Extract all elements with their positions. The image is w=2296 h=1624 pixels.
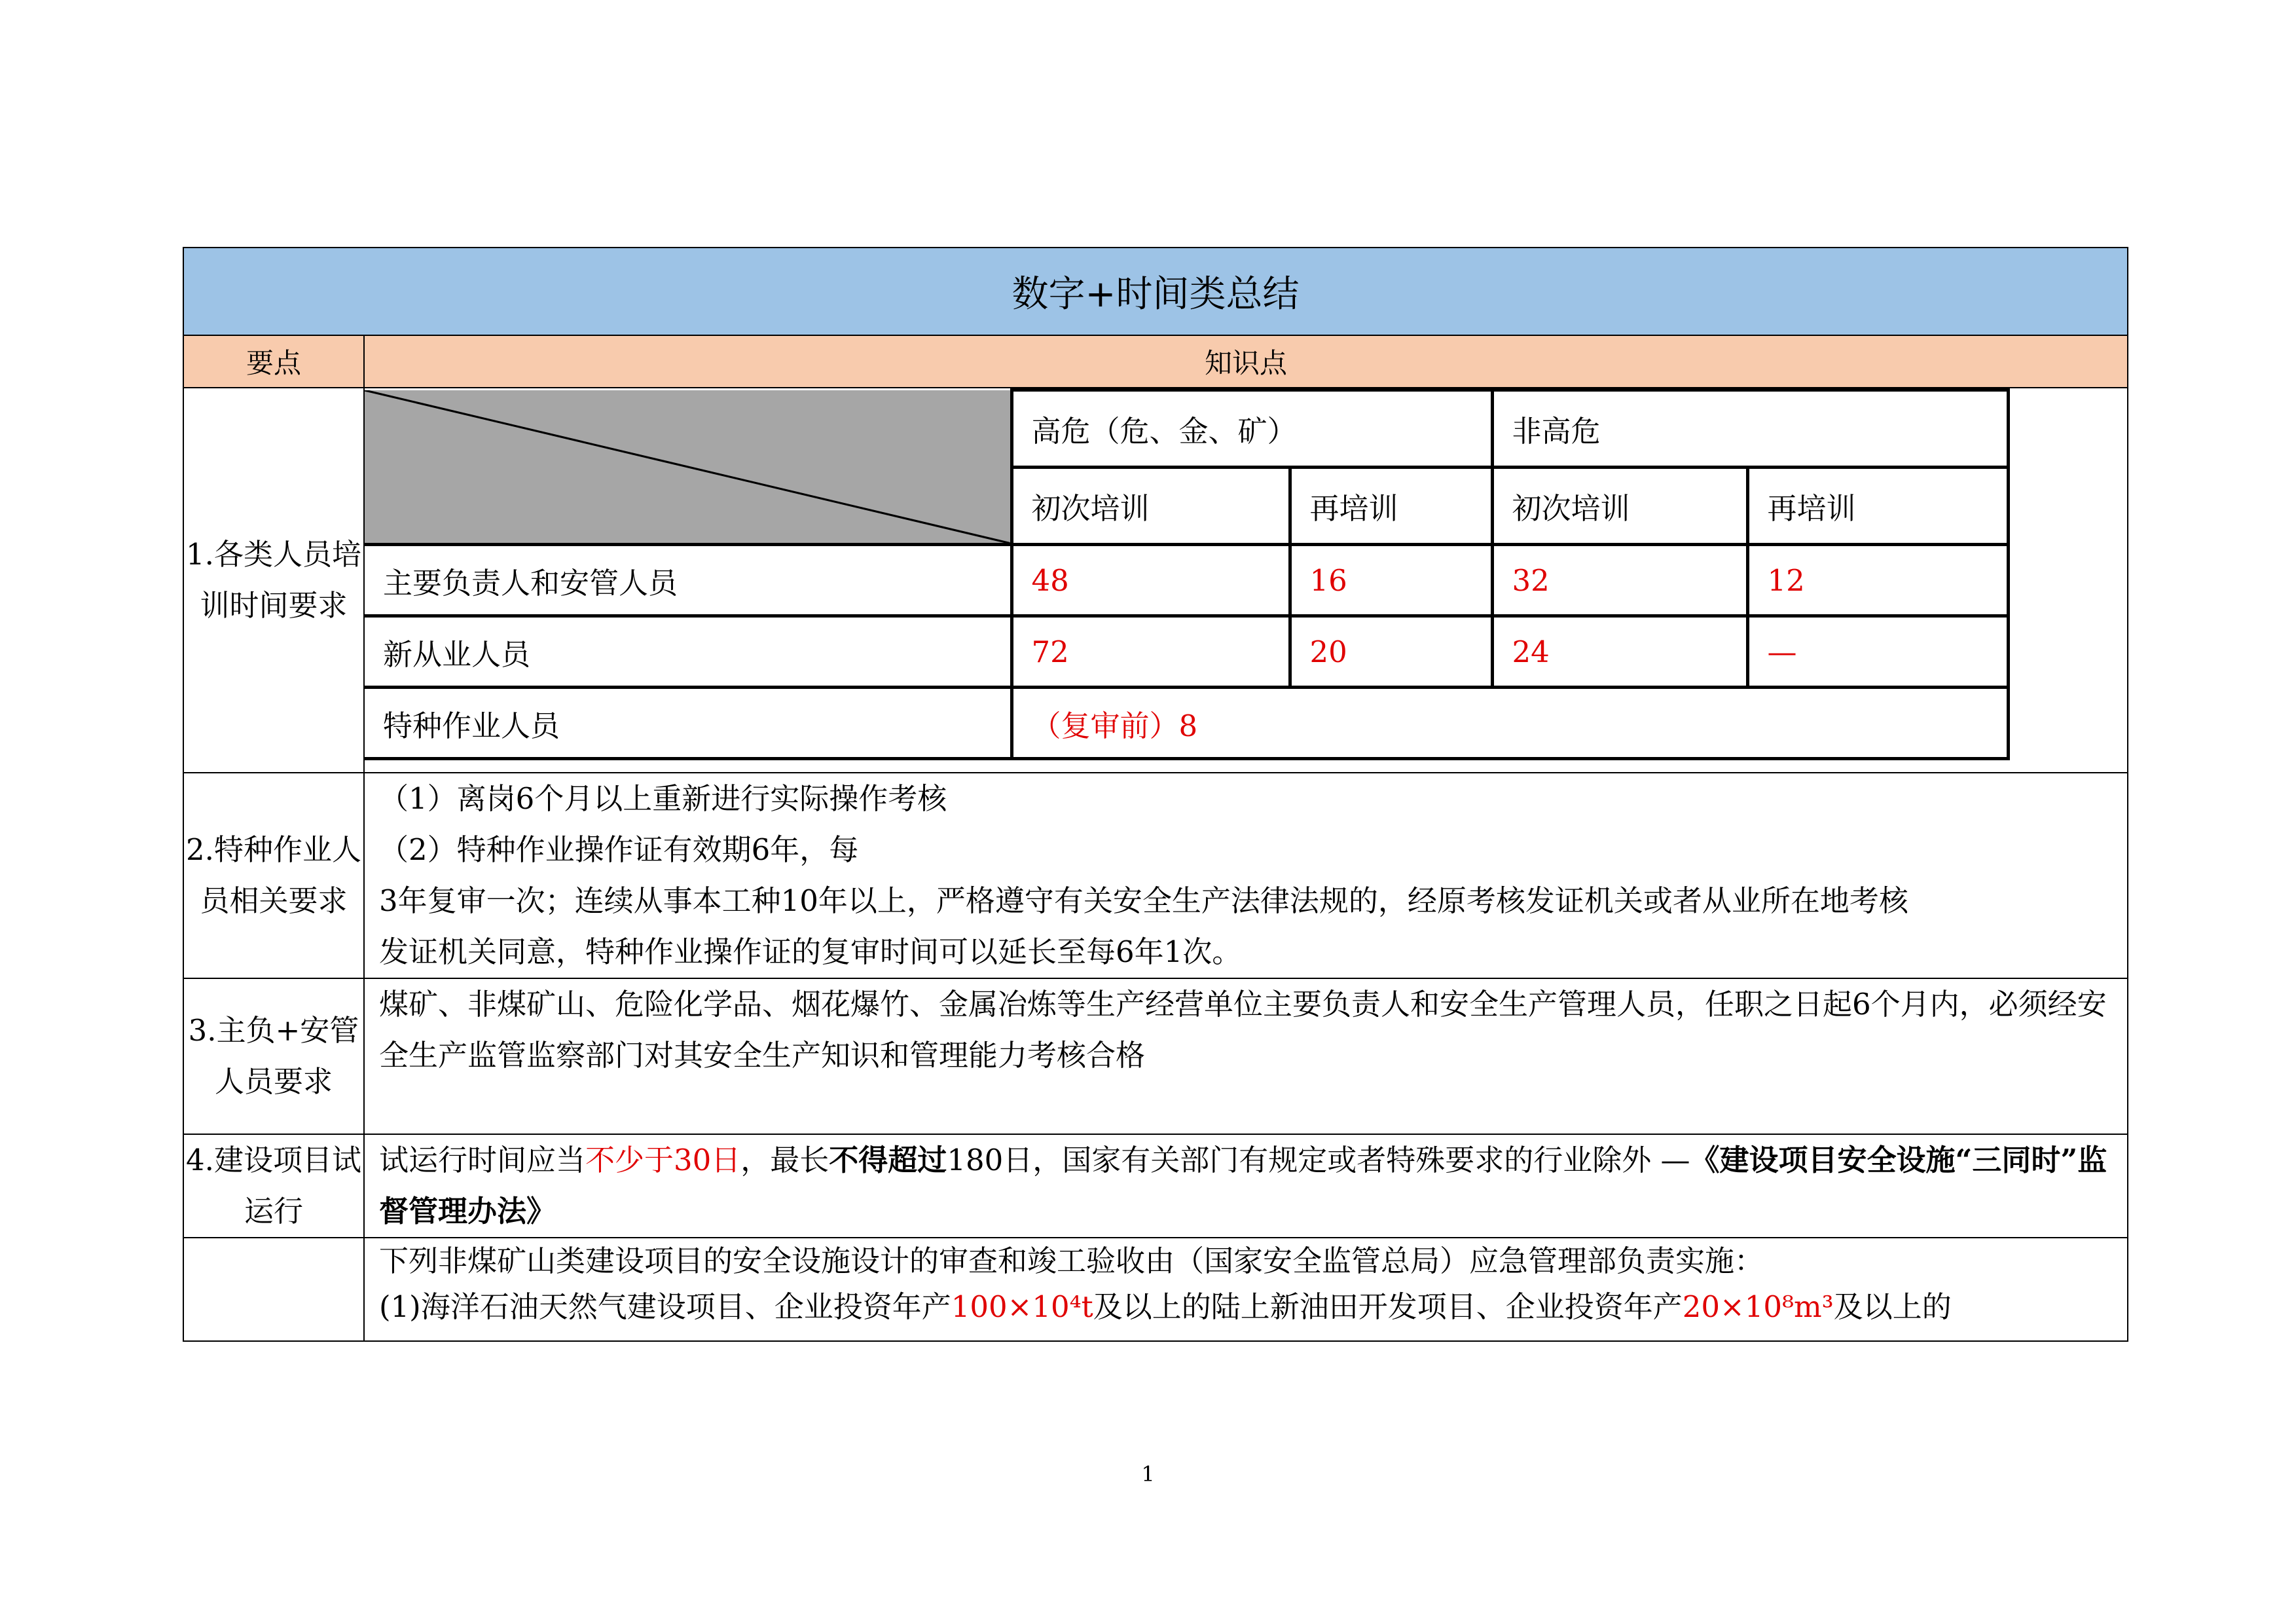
diagonal-line (365, 390, 1010, 544)
non-coal-oil-output: 100×10⁴t (951, 1289, 1093, 1324)
page-number: 1 (1141, 1462, 1155, 1486)
row-key-special-ops: 2.特种作业人员相关要求 (183, 773, 364, 978)
value-cell: 16 (1290, 545, 1492, 616)
sub-retrain-high: 再培训 (1290, 468, 1492, 545)
special-ops-line-3: 3年复审一次；连续从事本工种10年以上，严格遵守有关安全生产法律法规的，经原考核发证机关或者从业所在地考核 (379, 883, 1908, 918)
sub-initial-nonhigh: 初次培训 (1492, 468, 1747, 545)
row-label-special-ops: 特种作业人员 (365, 688, 1011, 759)
value-cell: 72 (1011, 616, 1290, 688)
value-cell: 24 (1492, 616, 1747, 688)
non-coal-post: 及以上的 (1833, 1289, 1952, 1324)
row-label-new-staff: 新从业人员 (365, 616, 1011, 688)
value-cell: 12 (1747, 545, 2008, 616)
row-key-empty (183, 1238, 364, 1341)
value-cell: 20 (1290, 616, 1492, 688)
non-coal-line-1: 下列非煤矿山类建设项目的安全设施设计的审查和竣工验收由（国家安全监管总局）应急管理部负责实施： (379, 1244, 1764, 1278)
non-coal-gas-output: 20×10⁸m³ (1682, 1289, 1834, 1324)
group-high-risk: 高危（危、金、矿） (1011, 390, 1492, 468)
diagonal-header-cell (365, 390, 1011, 545)
special-ops-line-2: （2）特种作业操作证有效期6年，每 (379, 832, 859, 867)
trial-run-min: 不少于30日 (585, 1143, 741, 1177)
table-title: 数字+时间类总结 (183, 248, 2128, 335)
header-key-point: 要点 (183, 335, 364, 388)
principal-requirements-text: 煤矿、非煤矿山、危险化学品、烟花爆竹、金属冶炼等生产经营单位主要负责人和安全生产管理人员，任职之日起6个月内，必须经安全生产监管监察部门对其安全生产知识和管理能力考核合格 (364, 978, 2128, 1134)
special-ops-line-4: 发证机关同意，特种作业操作证的复审时间可以延长至每6年1次。 (379, 934, 1242, 969)
trial-run-law: 《建设项目安全设施“三同时”监督管理办法》 (379, 1143, 2107, 1228)
row-label-principal: 主要负责人和安管人员 (365, 545, 1011, 616)
trial-run-post: 180日，国家有关部门有规定或者特殊要求的行业除外 — (947, 1143, 1690, 1177)
training-hours-table (365, 388, 2010, 760)
header-knowledge-point: 知识点 (364, 335, 2128, 388)
row-key-training-time: 1.各类人员培训时间要求 (183, 388, 364, 773)
group-non-high-risk: 非高危 (1492, 390, 2008, 468)
special-ops-line-1: （1）离岗6个月以上重新进行实际操作考核 (379, 781, 947, 816)
special-ops-value: （复审前）8 (1011, 688, 2008, 759)
trial-run-pre: 试运行时间应当 (379, 1143, 586, 1177)
value-cell: 32 (1492, 545, 1747, 616)
sub-retrain-nonhigh: 再培训 (1747, 468, 2008, 545)
trial-run-text (364, 1134, 2128, 1238)
non-coal-line-2 (379, 1284, 2113, 1330)
row-key-principal-requirements: 3.主负+安管人员要求 (183, 978, 364, 1134)
non-coal-pre: (1)海洋石油天然气建设项目、企业投资年产 (379, 1289, 951, 1324)
non-coal-mid: 及以上的陆上新油田开发项目、企业投资年产 (1093, 1289, 1683, 1324)
value-cell: 48 (1011, 545, 1290, 616)
trial-run-max-label: 不得超过 (829, 1143, 947, 1177)
value-cell: — (1747, 616, 2008, 688)
summary-table (183, 247, 2128, 1342)
row-key-trial-run: 4.建设项目试运行 (183, 1134, 364, 1238)
sub-initial-high: 初次培训 (1011, 468, 1290, 545)
trial-run-mid: ，最长 (740, 1143, 829, 1177)
